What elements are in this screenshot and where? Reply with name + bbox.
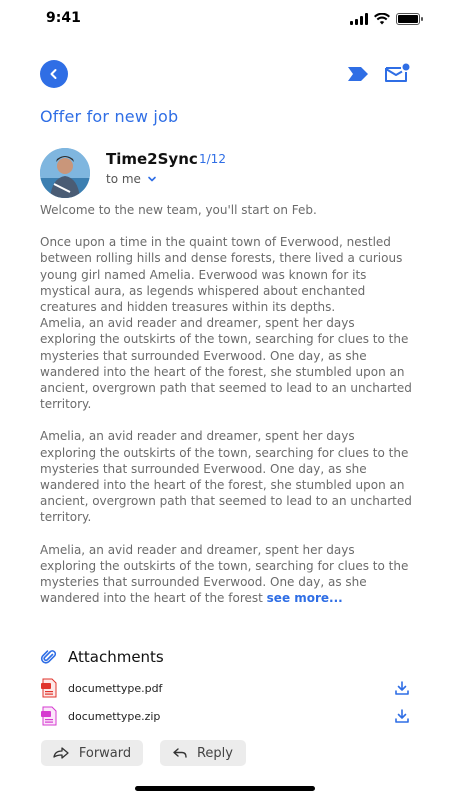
label-tag-button[interactable] (346, 64, 370, 84)
download-icon[interactable] (394, 680, 410, 696)
attachment-item[interactable] (40, 678, 410, 698)
attachments-title: Attachments (68, 648, 164, 666)
pdf-file-icon (40, 678, 58, 698)
attachment-name: documettype.pdf (68, 681, 163, 695)
sender-avatar[interactable] (40, 148, 90, 198)
label-tag-icon (348, 67, 368, 81)
zip-file-icon (40, 706, 58, 726)
attachment-name: documettype.zip (68, 709, 161, 723)
back-button[interactable] (40, 60, 68, 88)
mail-notification-button[interactable] (384, 62, 410, 84)
forward-label: Forward (78, 745, 132, 761)
wifi-icon (374, 13, 390, 25)
body-paragraph-4 (40, 542, 412, 607)
recipient-label: to me (106, 172, 141, 186)
avatar-photo-icon (40, 148, 90, 198)
mail-unread-icon (386, 64, 410, 82)
see-more-link[interactable]: see more... (266, 591, 343, 606)
email-subject: Offer for new job (40, 107, 179, 126)
body-paragraph-4-text: Amelia, an avid reader and dreamer, spent her days exploring the outskirts of the town, searching for clues to the mysteries that surrounded Everwood. One day, as she wandered into the heart of the forest (40, 542, 409, 606)
body-intro: Welcome to the new team, you'll start on Feb. (40, 203, 317, 217)
cellular-signal-icon (350, 13, 368, 25)
status-icons (350, 13, 420, 25)
battery-icon (396, 13, 420, 25)
body-paragraph-2: Amelia, an avid reader and dreamer, spent her days exploring the outskirts of the town, searching for clues to the mysteries that surrounded Everwood. One day, as she wandered into the heart of the forest, she stumbled upon an ancient, overgrown path that seemed to lead to an uncharted territory. (40, 316, 412, 412)
reply-label: Reply (196, 745, 233, 761)
reply-button[interactable] (160, 740, 246, 766)
attachment-item[interactable] (40, 706, 410, 726)
body-paragraph-3: Amelia, an avid reader and dreamer, spent her days exploring the outskirts of the town, searching for clues to the mysteries that surrounded Everwood. One day, as she wandered into the heart of the forest, she stumbled upon an ancient, overgrown path that seemed to lead to an uncharted territory. (40, 429, 412, 525)
email-body (40, 202, 412, 606)
forward-icon (53, 747, 69, 759)
chevron-left-icon (48, 68, 60, 80)
status-time: 9:41 (46, 10, 81, 26)
forward-button[interactable] (41, 740, 143, 766)
message-counter: 1/12 (199, 152, 226, 166)
home-indicator[interactable] (135, 786, 315, 791)
paperclip-icon (40, 648, 58, 666)
recipient-toggle[interactable] (106, 172, 157, 186)
reply-icon (173, 747, 187, 759)
sender-name[interactable]: Time2Sync (106, 150, 198, 168)
chevron-down-icon (147, 174, 157, 184)
attachments-header (40, 648, 164, 666)
status-bar (0, 0, 450, 38)
body-paragraph-1: Once upon a time in the quaint town of Everwood, nestled between rolling hills and dense forests, there lived a curious young girl named Amelia. Everwood was known for its mystical aura, as legends whispered about enchanted creatures and hidden treasures within its depths. (40, 235, 403, 315)
download-icon[interactable] (394, 708, 410, 724)
